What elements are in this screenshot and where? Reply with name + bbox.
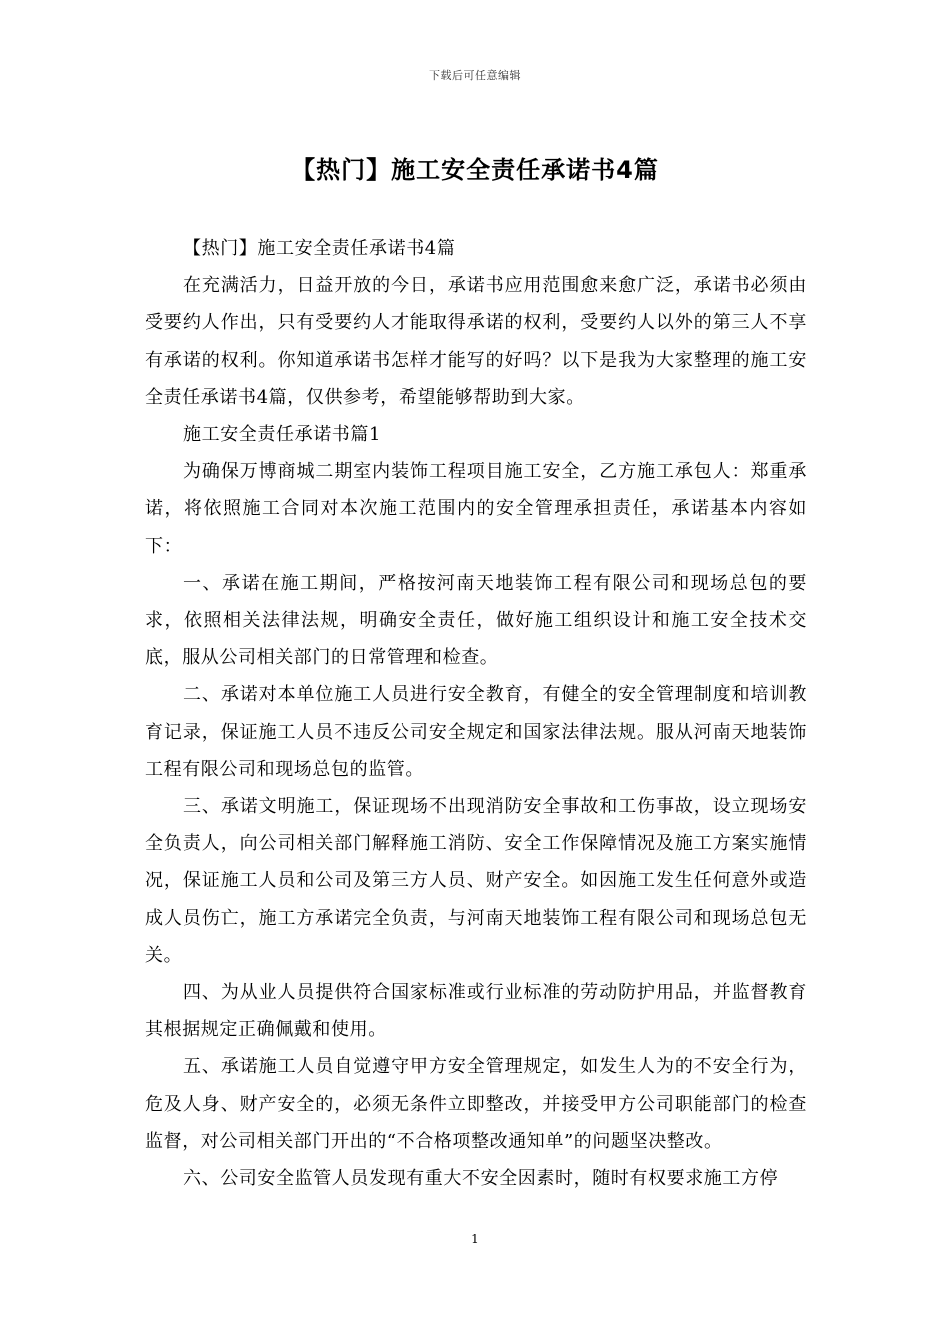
- clause-3: 三、承诺文明施工，保证现场不出现消防安全事故和工伤事故，设立现场安全负责人，向公司相关部门解释施工消防、安全工作保障情况及施工方案实施情况，保证施工人员和公司及第三方人员、财产安全。如因施工发生任何意外或造成人员伤亡，施工方承诺完全负责，与河南天地装饰工程有限公司和现场总包无关。: [145, 796, 807, 966]
- paragraph-preamble: 为确保万博商城二期室内装饰工程项目施工安全，乙方施工承包人：郑重承诺，将依照施工合同对本次施工范围内的安全管理承担责任，承诺基本内容如下：: [145, 461, 807, 557]
- clause-6: 六、公司安全监管人员发现有重大不安全因素时，随时有权要求施工方停: [183, 1168, 779, 1190]
- header-note: 下载后可任意编辑: [429, 69, 521, 82]
- document-body: [145, 230, 807, 1197]
- paragraph-subtitle: 【热门】施工安全责任承诺书4篇: [183, 238, 456, 259]
- clause-5: 五、承诺施工人员自觉遵守甲方安全管理规定，如发生人为的不安全行为，危及人身、财产安全的，必须无条件立即整改，并接受甲方公司职能部门的检查监督，对公司相关部门开出的“不合格项整改通知单”的问题坚决整改。: [145, 1056, 807, 1152]
- document-title: 【热门】施工安全责任承诺书4篇: [291, 156, 659, 184]
- section-heading: 施工安全责任承诺书篇1: [183, 424, 382, 446]
- page-number: 1: [471, 1232, 479, 1246]
- clause-2: 二、承诺对本单位施工人员进行安全教育，有健全的安全管理制度和培训教育记录，保证施工人员不违反公司安全规定和国家法律法规。服从河南天地装饰工程有限公司和现场总包的监管。: [145, 684, 807, 780]
- paragraph-intro: 在充满活力，日益开放的今日，承诺书应用范围愈来愈广泛，承诺书必须由受要约人作出，只有受要约人才能取得承诺的权利，受要约人以外的第三人不享有承诺的权利。你知道承诺书怎样才能写的好吗？以下是我为大家整理的施工安全责任承诺书4篇，仅供参考，希望能够帮助到大家。: [145, 275, 807, 408]
- clause-4: 四、为从业人员提供符合国家标准或行业标准的劳动防护用品，并监督教育其根据规定正确佩戴和使用。: [145, 982, 807, 1041]
- clause-1: 一、承诺在施工期间，严格按河南天地装饰工程有限公司和现场总包的要求，依照相关法律法规，明确安全责任，做好施工组织设计和施工安全技术交底，服从公司相关部门的日常管理和检查。: [145, 572, 807, 669]
